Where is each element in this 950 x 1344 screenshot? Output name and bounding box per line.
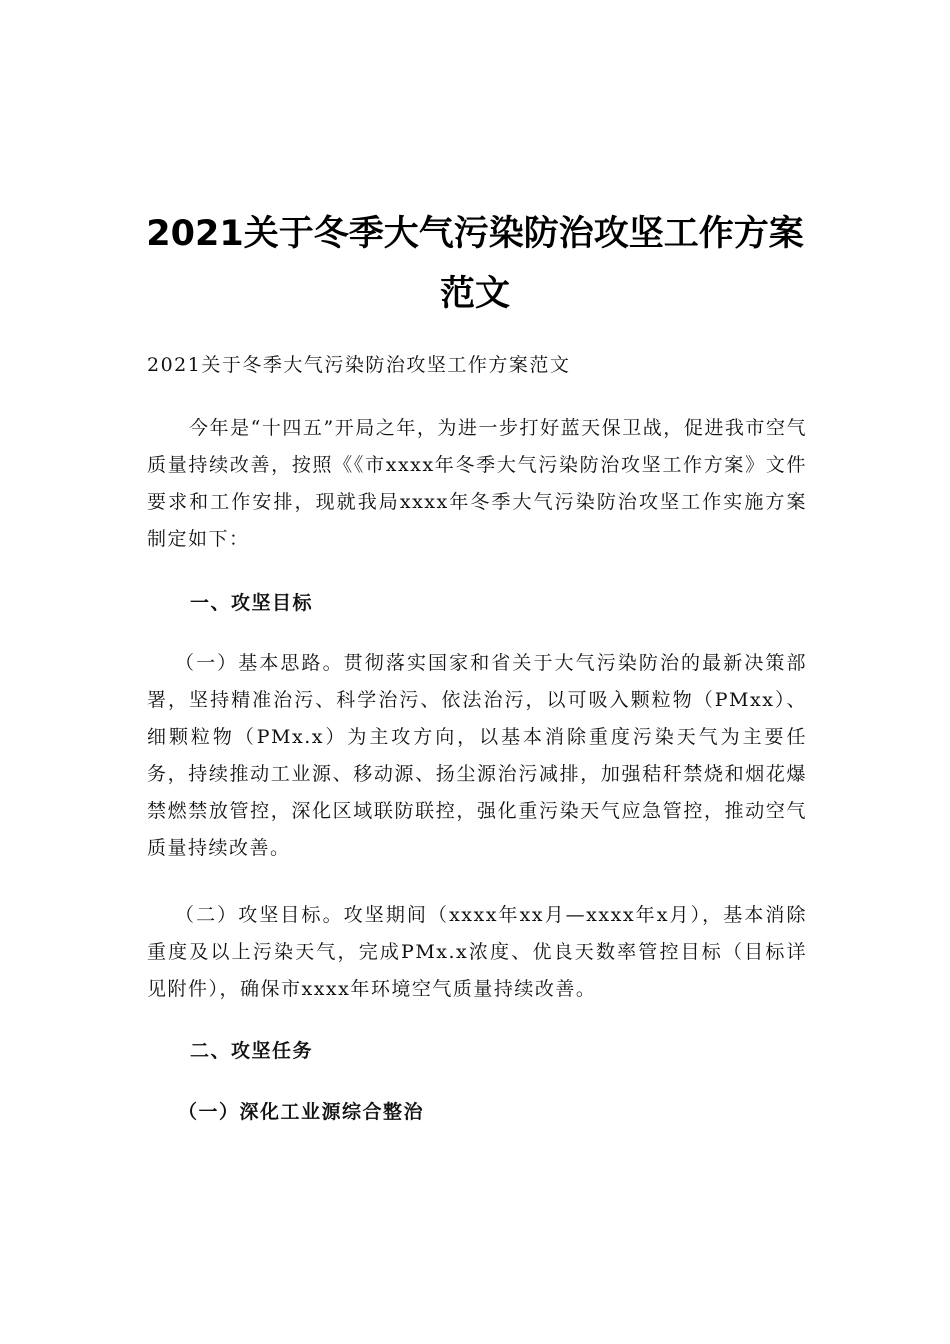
section1-paragraph-2: （二）攻坚目标。攻坚期间（xxxx年xx月—xxxx年x月），基本消除重度及以上污染天气，完成PMx.x浓度、优良天数率管控目标（目标详见附件），确保市xxxx年环境空气质量持续改善。 [147,904,807,1000]
document-title-line1: 2021关于冬季大气污染防治攻坚工作方案 [146,214,804,254]
document-title-line2: 范文 [439,274,510,314]
section1-paragraph-1: （一）基本思路。贯彻落实国家和省关于大气污染防治的最新决策部署，坚持精准治污、科学治污、依法治污，以可吸入颗粒物（PMxx）、细颗粒物（PMx.x）为主攻方向，以基本消除重度污染天气为主要任务，持续推动工业源、移动源、扬尘源治污减排，加强秸秆禁烧和烟花爆禁燃禁放管控，深化区域联防联控，强化重污染天气应急管控，推动空气质量持续改善。 [147,652,807,859]
section2-heading: 二、攻坚任务 [190,1040,314,1062]
section1-heading: 一、攻坚目标 [190,592,314,614]
section2-subheading-1: （一）深化工业源综合整治 [178,1101,425,1123]
intro-paragraph: 今年是“十四五”开局之年，为进一步打好蓝天保卫战，促进我市空气质量持续改善，按照《《市xxxx年冬季大气污染防治攻坚工作方案》文件要求和工作安排，现就我局xxxx年冬季大气污染防治攻坚工作实施方案制定如下： [147,417,807,550]
document-subtitle: 2021关于冬季大气污染防治攻坚工作方案范文 [147,354,571,376]
